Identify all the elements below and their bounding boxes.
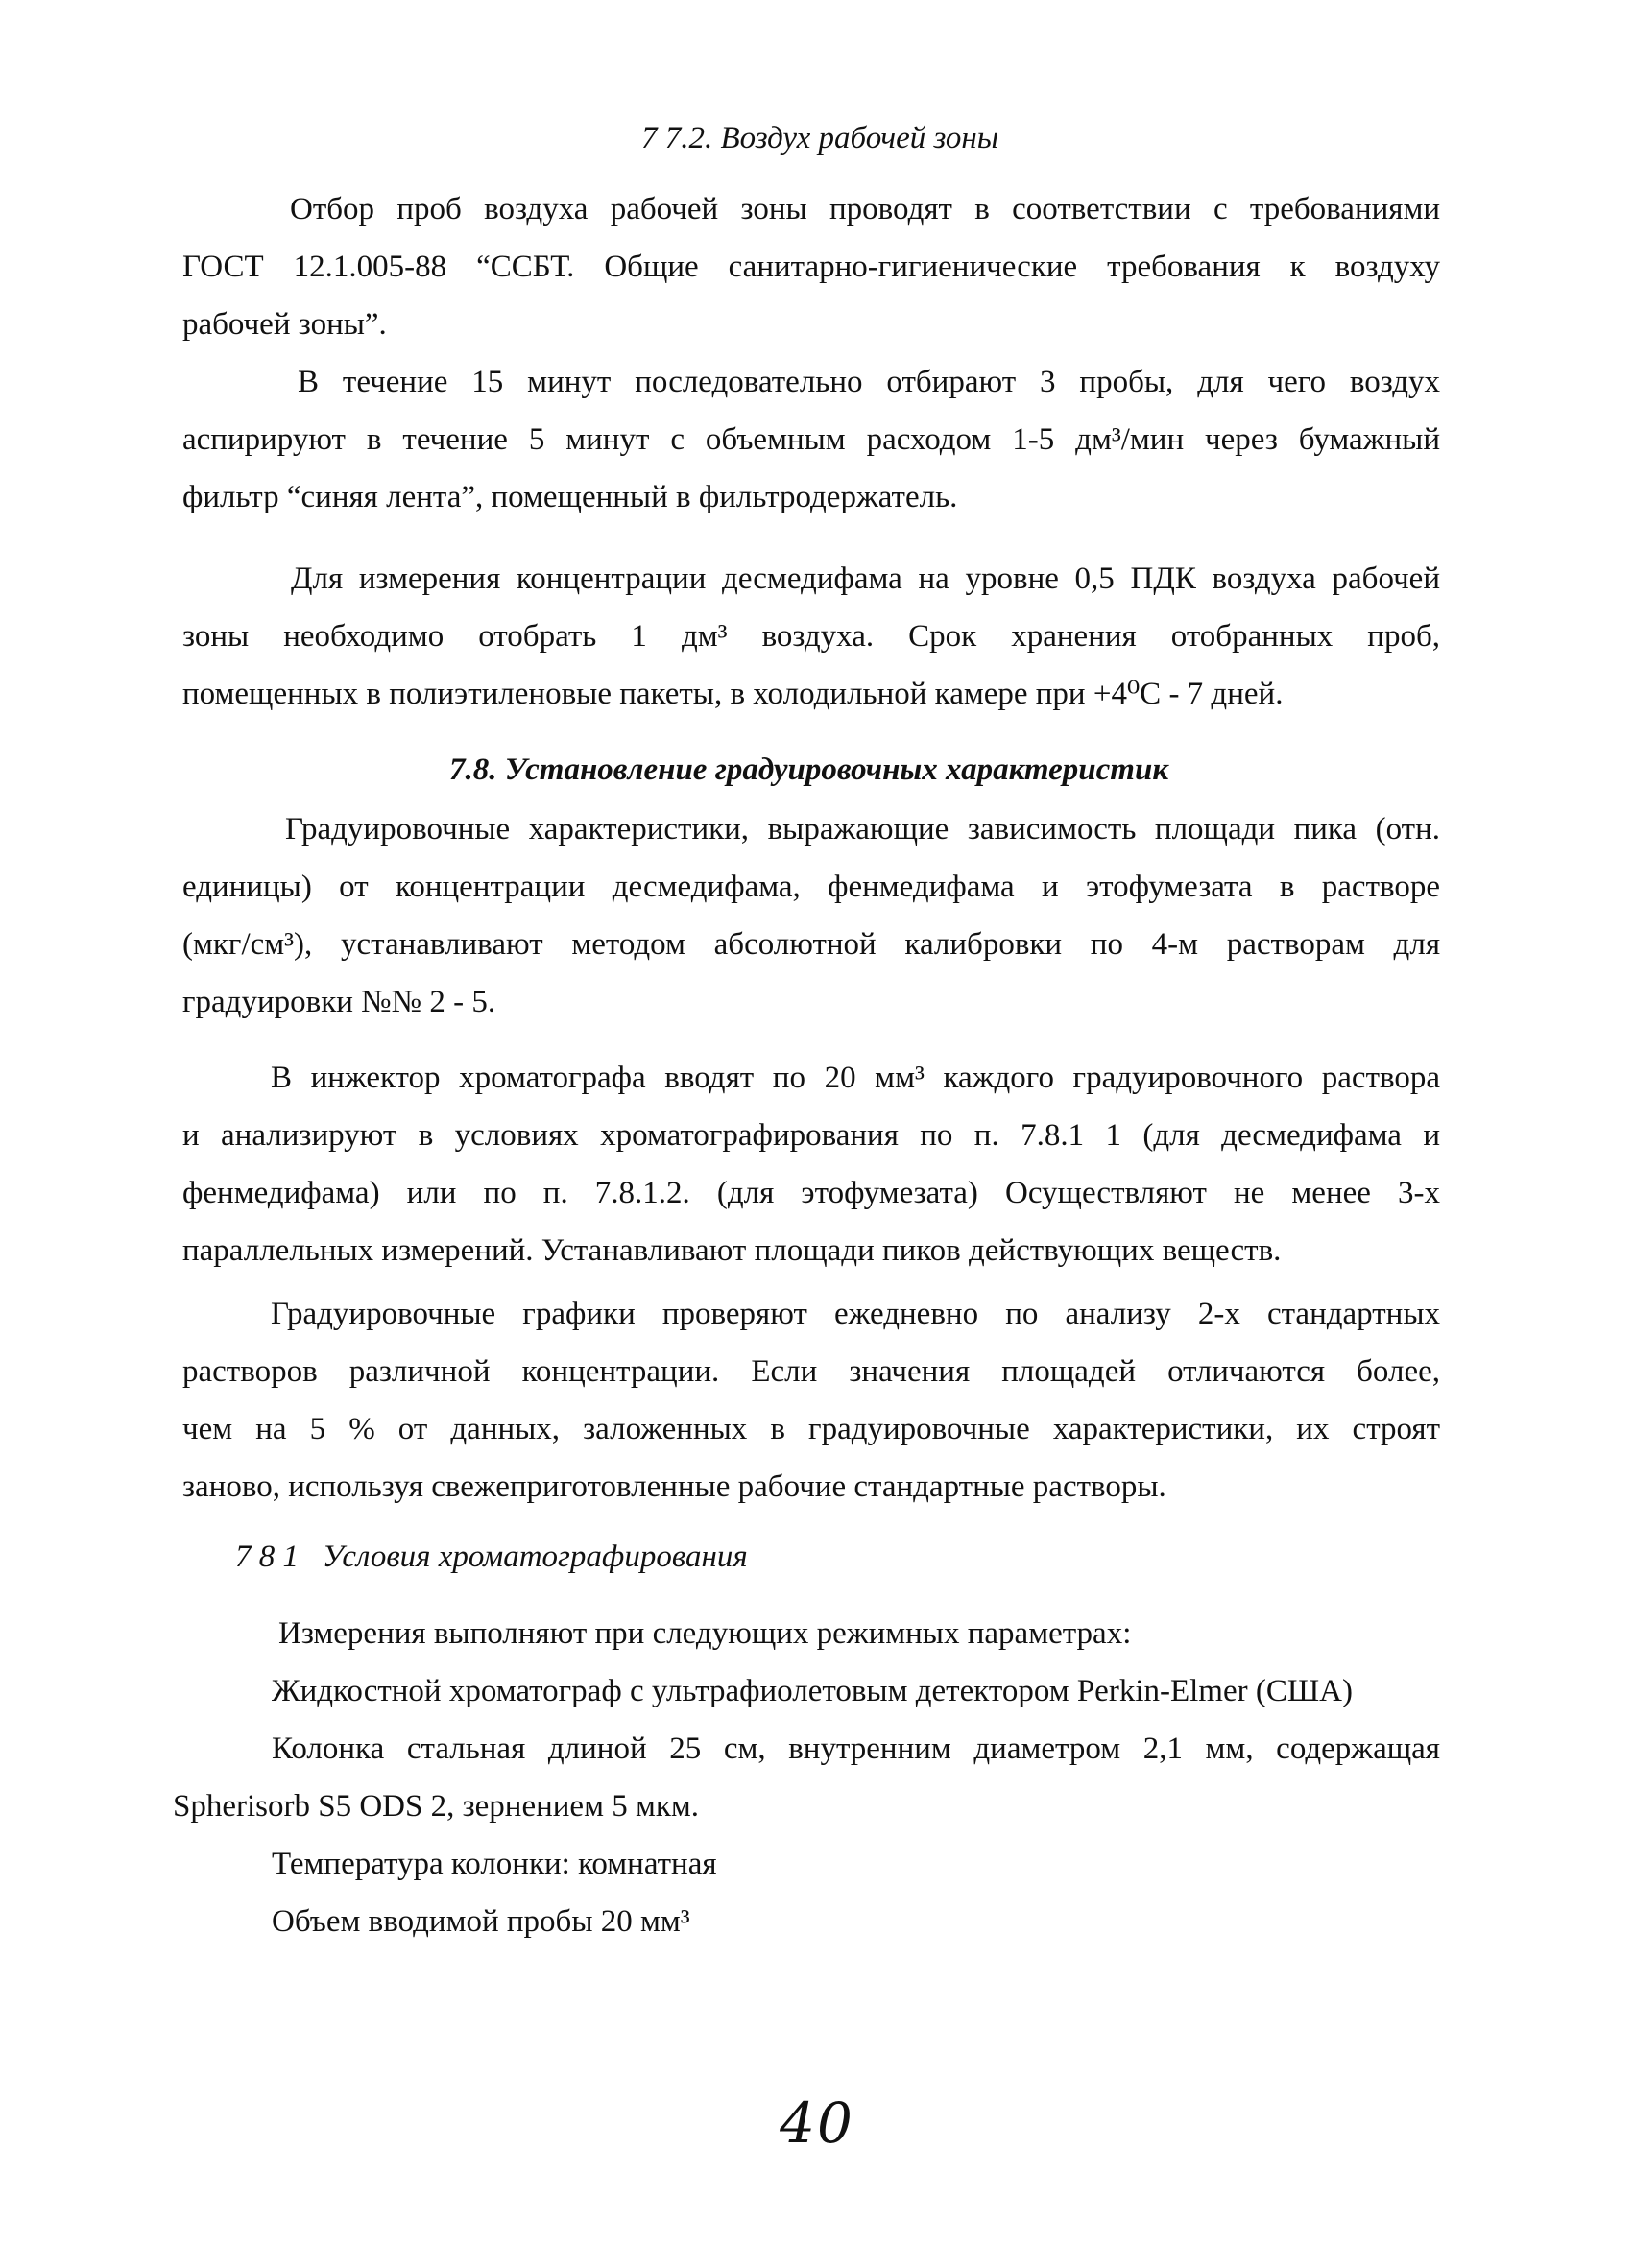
section-78-p3-line2: растворов различной концентрации. Если значения площадей отличаются более, [182, 1354, 1440, 1389]
section-772-p3-line1: Для измерения концентрации десмедифама на уровне 0,5 ПДК воздуха рабочей [291, 561, 1440, 596]
section-78-p2-line2: и анализируют в условиях хроматографирования по п. 7.8.1 1 (для десмедифама и [182, 1118, 1440, 1153]
section-78-title: 7.8. Установление градуировочных характеристик [449, 752, 1169, 787]
section-78-p3-line4: заново, используя свежеприготовленные рабочие стандартные растворы. [182, 1469, 1166, 1504]
section-78-p3-line3: чем на 5 % от данных, заложенных в градуировочные характеристики, их строят [182, 1412, 1440, 1446]
section-78-p2-line1: В инжектор хроматографа вводят по 20 мм³ каждого градуировочного раствора [271, 1061, 1440, 1095]
section-772-p2-line1: В течение 15 минут последовательно отбирают 3 пробы, для чего воздух [298, 365, 1440, 399]
section-772-p2-line3: фильтр “синяя лента”, помещенный в фильтродержатель. [182, 480, 958, 514]
section-781-line2: Жидкостной хроматограф с ультрафиолетовым детектором Perkin-Elmer (США) [272, 1674, 1353, 1708]
section-772-p1-line3: рабочей зоны”. [182, 307, 387, 342]
section-78-p1-line1: Градуировочные характеристики, выражающие зависимость площади пика (отн. [285, 812, 1440, 847]
section-781-line1: Измерения выполняют при следующих режимных параметрах: [278, 1616, 1132, 1651]
section-772-p2-line2: аспирируют в течение 5 минут с объемным расходом 1-5 дм³/мин через бумажный [182, 422, 1440, 457]
section-78-p1-line3: (мкг/см³), устанавливают методом абсолютной калибровки по 4-м растворам для [182, 927, 1440, 962]
section-78-p1-line4: градуировки №№ 2 - 5. [182, 985, 496, 1019]
section-781-line6: Объем вводимой пробы 20 мм³ [272, 1904, 690, 1939]
section-772-p3-line3: помещенных в полиэтиленовые пакеты, в холодильной камере при +4⁰С - 7 дней. [182, 677, 1284, 711]
section-78-p3-line1: Градуировочные графики проверяют ежедневно по анализу 2-х стандартных [271, 1297, 1440, 1331]
section-772-title: 7 7.2. Воздух рабочей зоны [641, 121, 999, 155]
section-781-line5: Температура колонки: комнатная [272, 1847, 717, 1881]
section-772-p3-line2: зоны необходимо отобрать 1 дм³ воздуха. Срок хранения отобранных проб, [182, 619, 1440, 654]
page-number: 40 [780, 2090, 854, 2156]
section-772-p1-line2: ГОСТ 12.1.005-88 “ССБТ. Общие санитарно-гигиенические требования к воздуху [182, 250, 1440, 284]
section-78-p2-line4: параллельных измерений. Устанавливают площади пиков действующих веществ. [182, 1233, 1282, 1268]
section-781-title: 7 8 1 Условия хроматографирования [235, 1540, 748, 1574]
section-78-p1-line2: единицы) от концентрации десмедифама, фенмедифама и этофумезата в растворе [182, 870, 1440, 904]
section-781-line4: Spherisorb S5 ODS 2, зернением 5 мкм. [173, 1789, 699, 1824]
section-772-p1-line1: Отбор проб воздуха рабочей зоны проводят в соответствии с требованиями [290, 192, 1440, 227]
section-78-p2-line3: фенмедифама) или по п. 7.8.1.2. (для этофумезата) Осуществляют не менее 3-х [182, 1176, 1440, 1210]
section-781-line3: Колонка стальная длиной 25 см, внутренним диаметром 2,1 мм, содержащая [272, 1731, 1440, 1766]
